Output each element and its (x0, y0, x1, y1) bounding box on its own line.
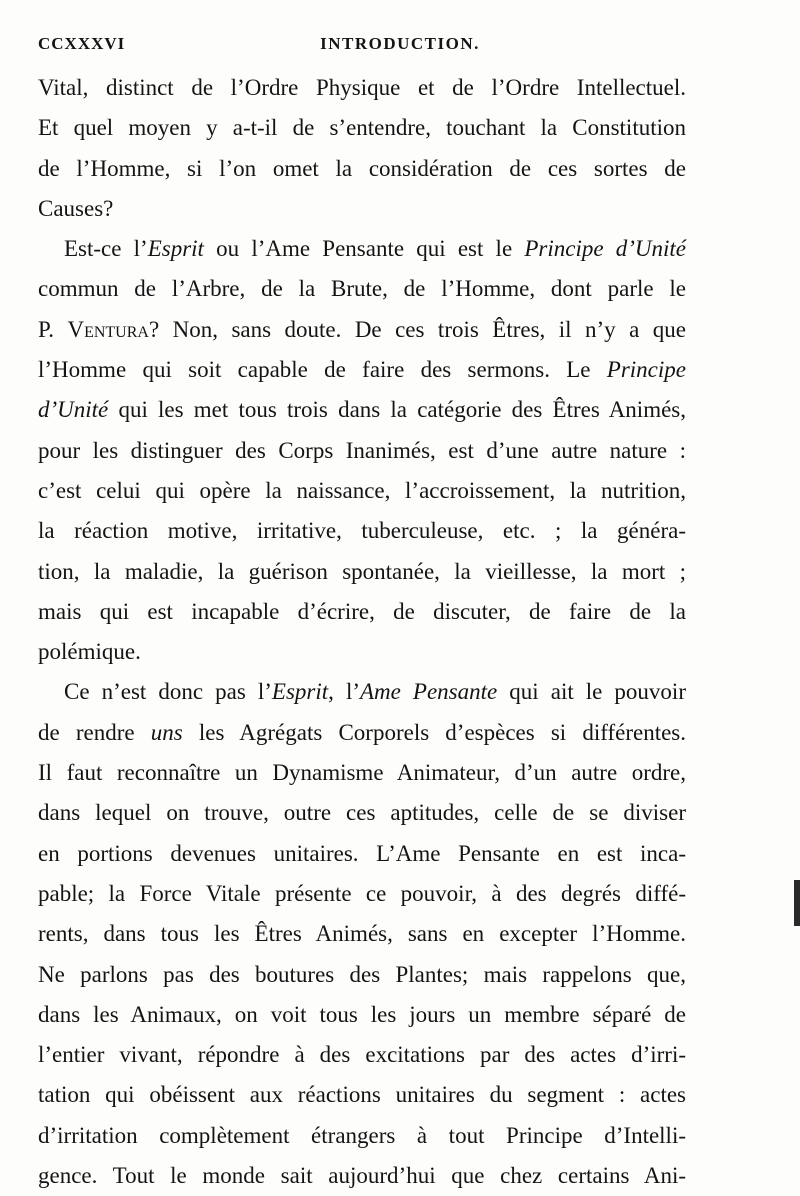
page-header (38, 34, 762, 58)
text-segment: en portions devenues unitaires. L’Ame Pensante en est inca- (38, 840, 686, 866)
text-segment: Vital, distinct de l’Ordre Physique et de l’Ordre Intellectuel. (38, 75, 686, 100)
text-line (38, 189, 686, 229)
text-segment: , l’ (328, 679, 360, 705)
page-edge-mark (794, 880, 800, 926)
text-segment: tation qui obéissent aux réactions unitaires du segment : actes (38, 1082, 686, 1108)
text-segment: d’irritation complètement étrangers à tout Principe d’Intelli- (38, 1122, 686, 1148)
text-line (38, 68, 686, 108)
italic-text: Esprit (147, 236, 204, 262)
text-segment: dans lequel on trouve, outre ces aptitudes, celle de se diviser (38, 800, 686, 826)
text-line (38, 672, 686, 712)
text-segment: tion, la maladie, la guérison spontanée, la vieillesse, la mort ; (38, 558, 686, 584)
body-text (38, 68, 686, 1196)
text-line (38, 955, 686, 995)
small-caps-text: Ventura (67, 316, 149, 342)
text-line (38, 793, 686, 833)
text-line (38, 1116, 686, 1156)
text-segment: ? Non, sans doute. De ces trois Êtres, il n’y a que (148, 316, 686, 342)
italic-text: uns (150, 719, 183, 745)
text-line (38, 753, 686, 793)
text-segment: de l’Homme, si l’on omet la considération de ces sortes de (38, 155, 686, 181)
text-line (38, 511, 686, 551)
text-segment: rents, dans tous les Êtres Animés, sans en excepter l’Homme. (38, 921, 686, 947)
text-segment: polémique. (38, 639, 141, 665)
text-line (38, 1035, 686, 1075)
text-line (38, 108, 686, 148)
italic-text: Principe (606, 357, 686, 383)
text-segment: Causes? (38, 195, 114, 221)
text-segment: la réaction motive, irritative, tuberculeuse, etc. ; la généra- (38, 518, 686, 544)
text-line (38, 632, 686, 672)
text-segment: P. (38, 316, 68, 342)
text-segment: pable; la Force Vitale présente ce pouvoir, à des degrés diffé- (38, 880, 686, 906)
text-segment: Et quel moyen y a-t-il de s’entendre, touchant la Constitution (38, 115, 686, 141)
text-line (38, 1075, 686, 1115)
text-line (38, 471, 686, 511)
text-segment: qui ait le pouvoir (497, 679, 686, 705)
text-segment: mais qui est incapable d’écrire, de discuter, de faire de la (38, 598, 686, 624)
text-line (38, 995, 686, 1035)
text-line (38, 431, 686, 471)
text-line (38, 552, 686, 592)
text-segment: l’Homme qui soit capable de faire des sermons. Le (38, 357, 607, 383)
text-segment: de rendre (38, 719, 151, 745)
text-segment: ou l’Ame Pensante qui est le (203, 236, 525, 262)
text-segment: Ce n’est donc pas l’ (64, 679, 272, 705)
running-head: INTRODUCTION. (320, 34, 480, 53)
text-line (38, 149, 686, 189)
text-segment: qui les met tous trois dans la catégorie des Êtres Animés, (108, 397, 686, 423)
page-number: CCXXXVI (38, 34, 126, 53)
text-segment: commun de l’Arbre, de la Brute, de l’Homme, dont parle le (38, 276, 686, 302)
italic-text: Principe d’Unité (524, 236, 686, 262)
text-segment: pour les distinguer des Corps Inanimés, est d’une autre nature : (38, 437, 686, 463)
italic-text: Esprit (271, 679, 329, 705)
text-segment: les Agrégats Corporels d’espèces si différentes. (182, 719, 687, 745)
text-line (38, 592, 686, 632)
text-segment: c’est celui qui opère la naissance, l’accroissement, la nutrition, (38, 477, 686, 503)
text-line (38, 229, 686, 269)
text-segment: dans les Animaux, on voit tous les jours un membre séparé de (38, 1001, 686, 1027)
text-line (38, 874, 686, 914)
text-segment: gence. Tout le monde sait aujourd’hui que chez certains Ani- (38, 1163, 686, 1189)
text-line (38, 1156, 686, 1196)
text-segment: l’entier vivant, répondre à des excitations par des actes d’irri- (38, 1042, 686, 1068)
text-segment: Ne parlons pas des boutures des Plantes; mais rappelons que, (38, 961, 686, 987)
text-line (38, 310, 686, 350)
text-segment: Il faut reconnaître un Dynamisme Animateur, d’un autre ordre, (38, 760, 686, 786)
text-line (38, 914, 686, 954)
text-line (38, 390, 686, 430)
text-segment: Est-ce l’ (64, 236, 148, 262)
text-line (38, 350, 686, 390)
italic-text: Ame Pensante (360, 679, 498, 705)
text-line (38, 713, 686, 753)
italic-text: d’Unité (38, 397, 109, 423)
text-line (38, 834, 686, 874)
text-line (38, 269, 686, 309)
